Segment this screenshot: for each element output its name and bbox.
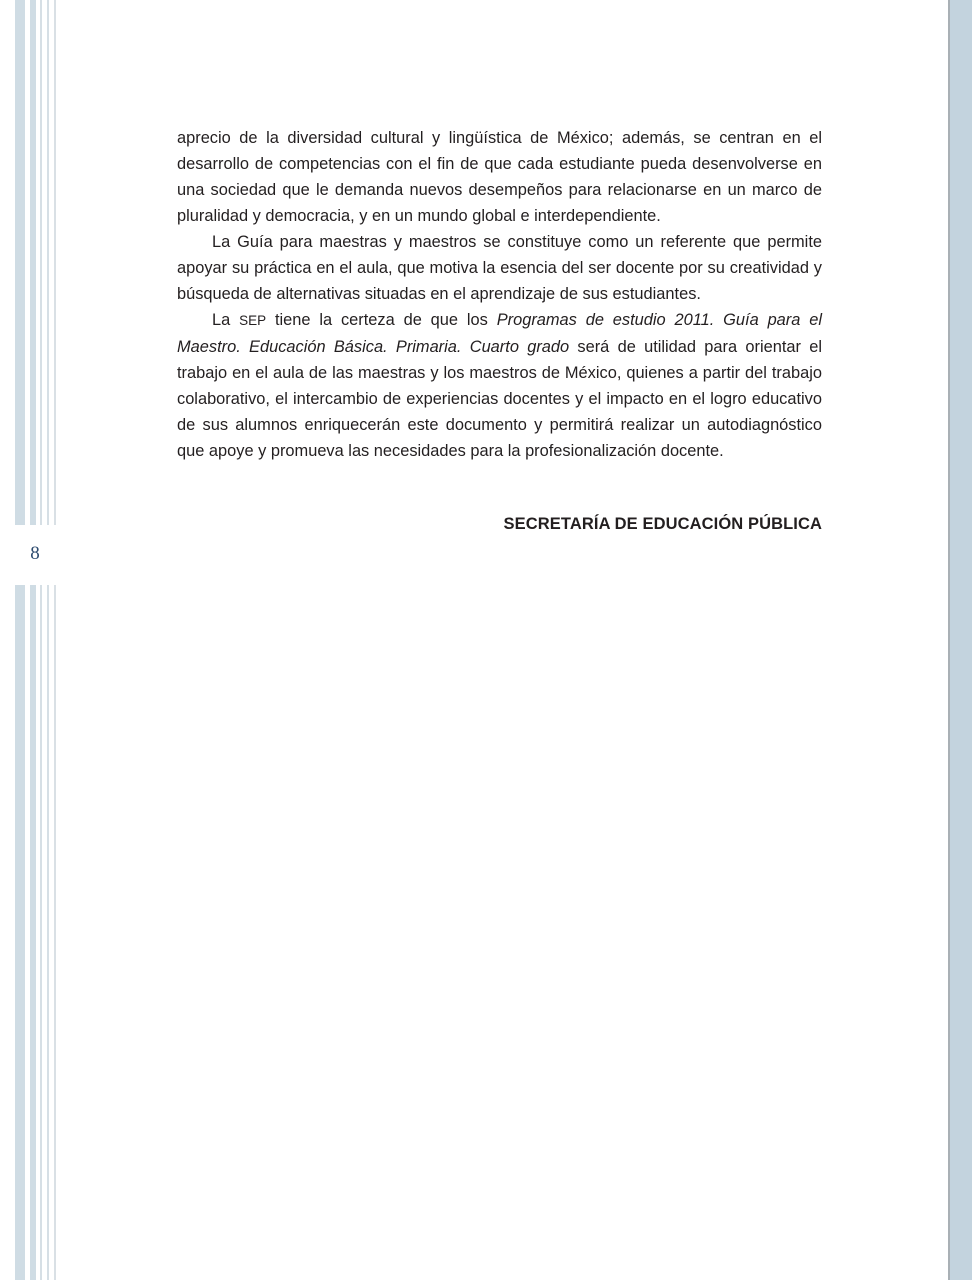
paragraph-3-rest: será de utilidad para orientar el trabajo en el aula de las maestras y los maestros de México, quienes a partir del trabajo colaborativo, el intercambio de experiencias docentes y el impacto en el logro educativo de sus alumnos enriquecerán este documento y permitirá realizar un autodiagnóstico que apoye y promueva las necesidades para la profesionalización docente.: [177, 338, 822, 460]
paragraph-1: aprecio de la diversidad cultural y lingüística de México; además, se centran en el desarrollo de competencias con el fin de que cada estudiante pueda desenvolverse en una sociedad que le demanda nuevos desempeños para relacionarse en un marco de pluralidad y democracia, y en un mundo global e interdependiente.: [177, 129, 822, 225]
program-title: Programas de estudio 2011. Guía para el Maestro. Educación Básica. Primaria. Cuarto grado: [177, 311, 822, 356]
stripe: [40, 0, 42, 525]
body-text: [177, 125, 822, 464]
stripe: [47, 0, 49, 525]
paragraph-3-text: tiene la certeza de que los: [266, 311, 497, 329]
stripe: [15, 585, 25, 1280]
right-edge-band: [950, 0, 972, 1280]
stripe: [54, 0, 56, 525]
stripe: [15, 0, 25, 525]
page-number: 8: [30, 543, 40, 564]
stripe: [47, 585, 49, 1280]
stripe: [54, 585, 56, 1280]
paragraph-3: [177, 307, 822, 464]
paragraph-3-lead: La: [212, 311, 240, 329]
sep-acronym: SEP: [239, 313, 267, 328]
stripe: [40, 585, 42, 1280]
stripe: [30, 585, 36, 1280]
paragraph-2: La Guía para maestras y maestros se constituye como un referente que permite apoyar su práctica en el aula, que motiva la esencia del ser docente por su creatividad y búsqueda de alternativas situadas en el aprendizaje de sus estudiantes.: [177, 233, 822, 303]
stripe: [30, 0, 36, 525]
signature: SECRETARÍA DE EDUCACIÓN PÚBLICA: [503, 515, 822, 533]
